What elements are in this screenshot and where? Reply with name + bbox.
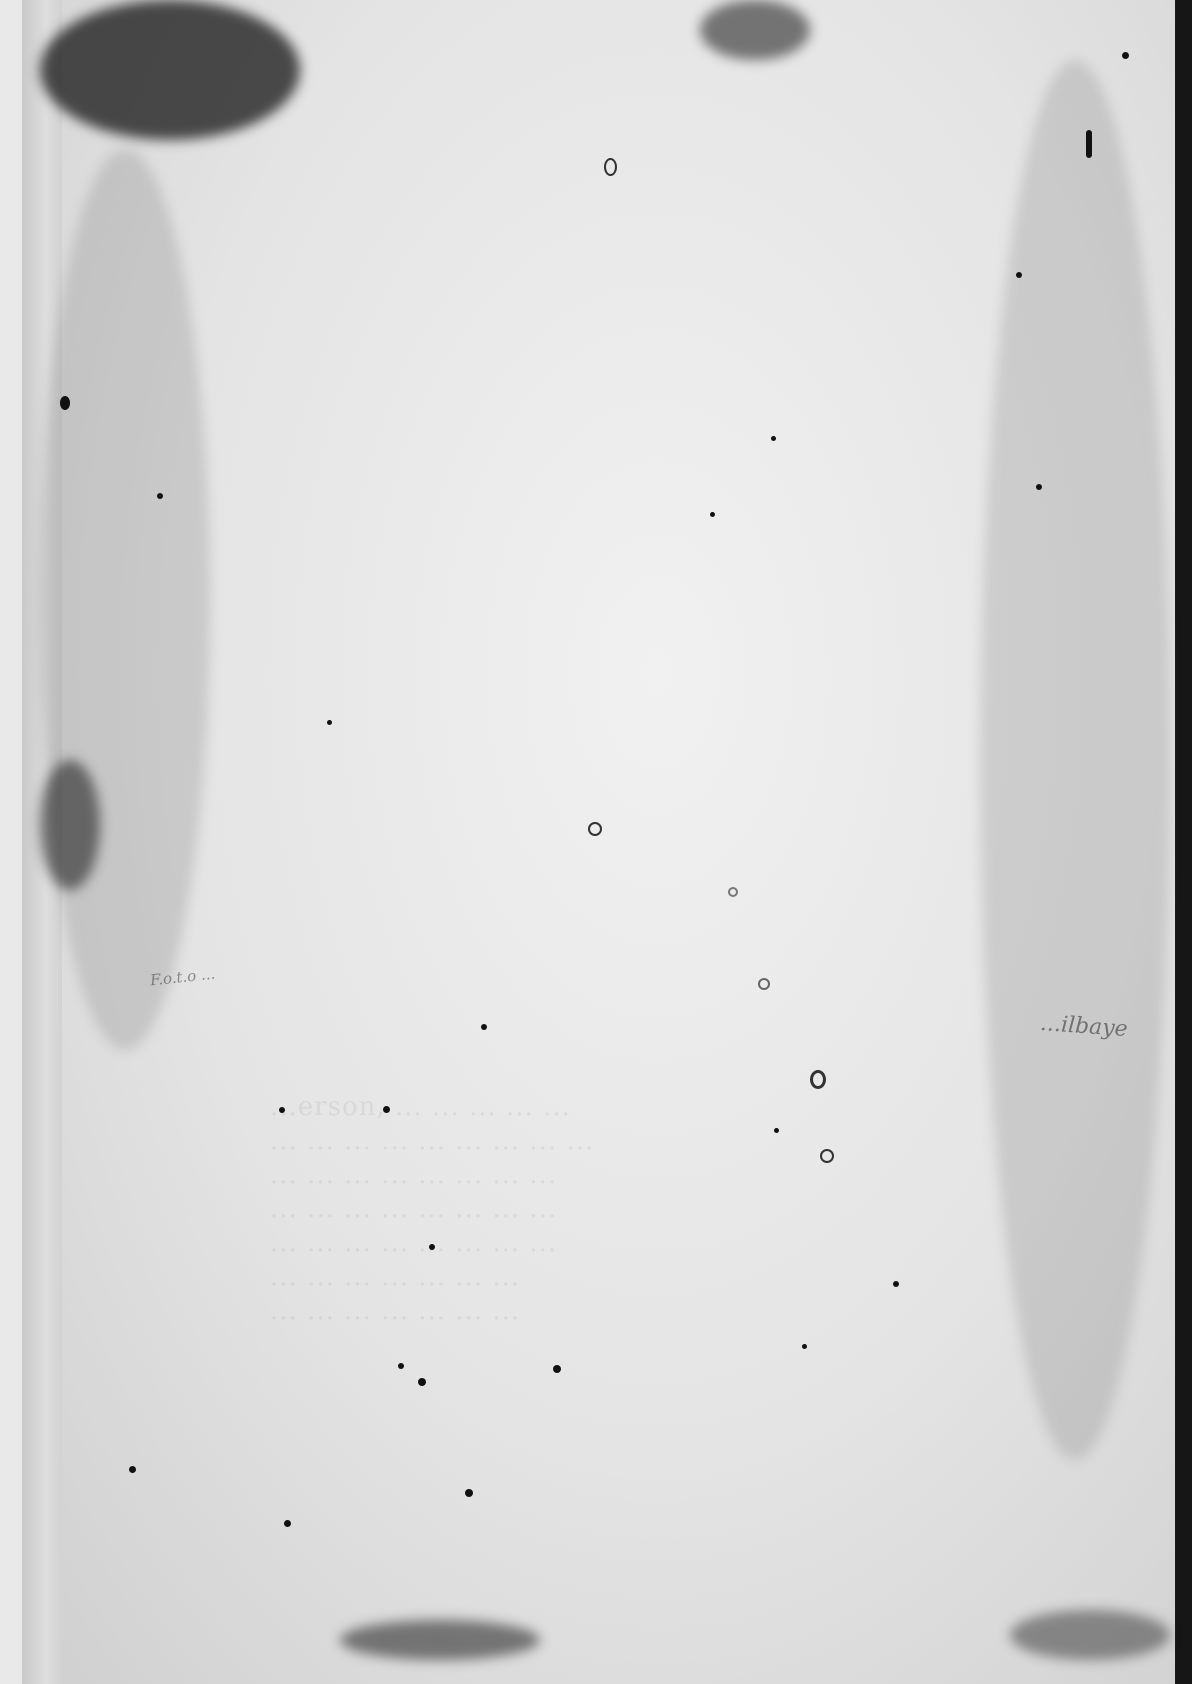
speck: [398, 1363, 404, 1369]
speck: [129, 1466, 136, 1473]
speck: [157, 493, 163, 499]
show-through-line: ... ... ... ... ... ... ... ...: [270, 1228, 558, 1258]
right-scan-edge: [1176, 0, 1192, 1684]
stain-left-edge: [40, 150, 210, 1050]
speck: [1016, 272, 1022, 278]
show-through-line: ... ... ... ... ... ... ...: [270, 1296, 521, 1326]
show-through-line: ... ... ... ... ... ... ... ...: [270, 1160, 558, 1190]
margin-pencil-note: F.o.t.o ...: [149, 964, 217, 990]
speck: [1122, 52, 1129, 59]
ring-mark: [810, 1070, 826, 1089]
show-through-line: ... ... ... ... ... ... ... ...: [270, 1194, 558, 1224]
ring-mark: [758, 978, 770, 990]
stain-bottom-right: [1010, 1610, 1170, 1660]
speck: [1036, 484, 1042, 490]
show-through-line: ... ... ... ... ... ... ...: [270, 1262, 521, 1292]
show-through-text: [270, 1090, 1150, 1328]
speck: [771, 436, 776, 441]
stain-left-mid: [40, 760, 100, 890]
margin-signature: ...ilbaye: [1039, 1010, 1129, 1043]
stain-bottom: [340, 1620, 540, 1660]
ring-mark: [588, 822, 602, 836]
show-through-line: ... ... ... ... ... ... ... ... ...: [270, 1126, 595, 1156]
speck: [418, 1378, 426, 1386]
speck: [802, 1344, 807, 1349]
speck: [710, 512, 715, 517]
speck: [1086, 130, 1092, 158]
ring-mark: [604, 158, 617, 176]
stain-top-mid: [700, 0, 810, 60]
speck: [481, 1024, 487, 1030]
speck: [284, 1520, 291, 1527]
ring-mark: [728, 887, 738, 897]
left-scan-margin: [0, 0, 24, 1684]
speck: [60, 396, 70, 410]
speck: [553, 1365, 561, 1373]
show-through-line: ...erson, ... ... ... ... ...: [270, 1092, 571, 1122]
speck: [327, 720, 332, 725]
stain-top-left: [40, 0, 300, 140]
speck: [465, 1489, 473, 1497]
